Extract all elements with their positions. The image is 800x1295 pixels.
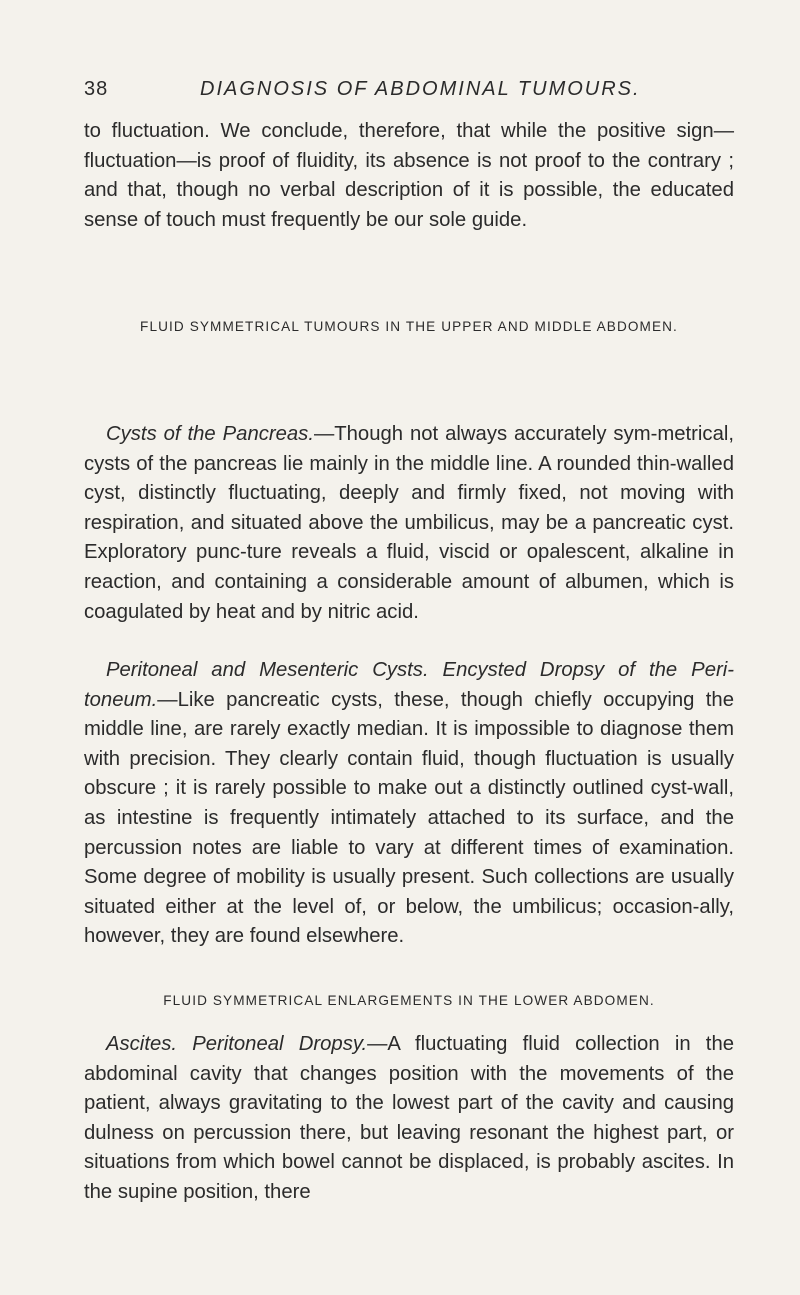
paragraph-pancreas-cysts bbox=[84, 420, 734, 627]
paragraph-ascites bbox=[84, 1030, 734, 1208]
running-title: DIAGNOSIS OF ABDOMINAL TUMOURS. bbox=[200, 78, 641, 100]
paragraph-peritoneal-cysts bbox=[84, 656, 734, 952]
ascites-body: —A fluctuating fluid collection in the abdominal cavity that changes position with the movements of the patient, always gravitating to the lowest part of the cavity and causing dulness on percussion there, but leaving resonant the highest part, or situations from which bowel cannot be displaced, is probably ascites. In the supine position, there bbox=[84, 1033, 734, 1203]
ascites-title: Ascites. Peritoneal Dropsy. bbox=[106, 1033, 368, 1055]
peritoneal-cysts-title: Peritoneal and Mesenteric Cysts. Encysted Dropsy of the Peri-toneum. bbox=[84, 659, 734, 711]
peritoneal-cysts-body: —Like pancreatic cysts, these, though chiefly occupying the middle line, are rarely exactly median. It is impossible to diagnose them with precision. They clearly contain fluid, though fluctuation is usually obscure ; it is rarely possible to make out a distinctly outlined cyst-wall, as intestine is frequently intimately attached to its surface, and the percussion notes are liable to vary at different times of examination. Some degree of mobility is usually present. Such collections are usually situated either at the level of, or below, the umbilicus; occasion-ally, however, they are found elsewhere. bbox=[84, 688, 734, 948]
running-head bbox=[84, 78, 734, 106]
section-heading-upper-middle-abdomen: FLUID SYMMETRICAL TUMOURS IN THE UPPER AND MIDDLE ABDOMEN. bbox=[140, 319, 678, 334]
section-heading-lower-abdomen: FLUID SYMMETRICAL ENLARGEMENTS IN THE LOWER ABDOMEN. bbox=[163, 993, 655, 1008]
page-number: 38 bbox=[84, 78, 109, 100]
paragraph-fluctuation: to fluctuation. We conclude, therefore, that while the positive sign—fluctuation—is proof of fluidity, its absence is not proof to the contrary ; and that, though no verbal description of it is possible, the educated sense of touch must frequently be our sole guide. bbox=[84, 120, 734, 231]
pancreas-cysts-body: —Though not always accurately sym-metrical, cysts of the pancreas lie mainly in the middle line. A rounded thin-walled cyst, distinctly fluctuating, deeply and firmly fixed, not moving with respiration, and situated above the umbilicus, may be a pancreatic cyst. Exploratory punc-ture reveals a fluid, viscid or opalescent, alkaline in reaction, and containing a considerable amount of albumen, which is coagulated by heat and by nitric acid. bbox=[84, 423, 734, 623]
pancreas-cysts-title: Cysts of the Pancreas. bbox=[106, 423, 314, 445]
